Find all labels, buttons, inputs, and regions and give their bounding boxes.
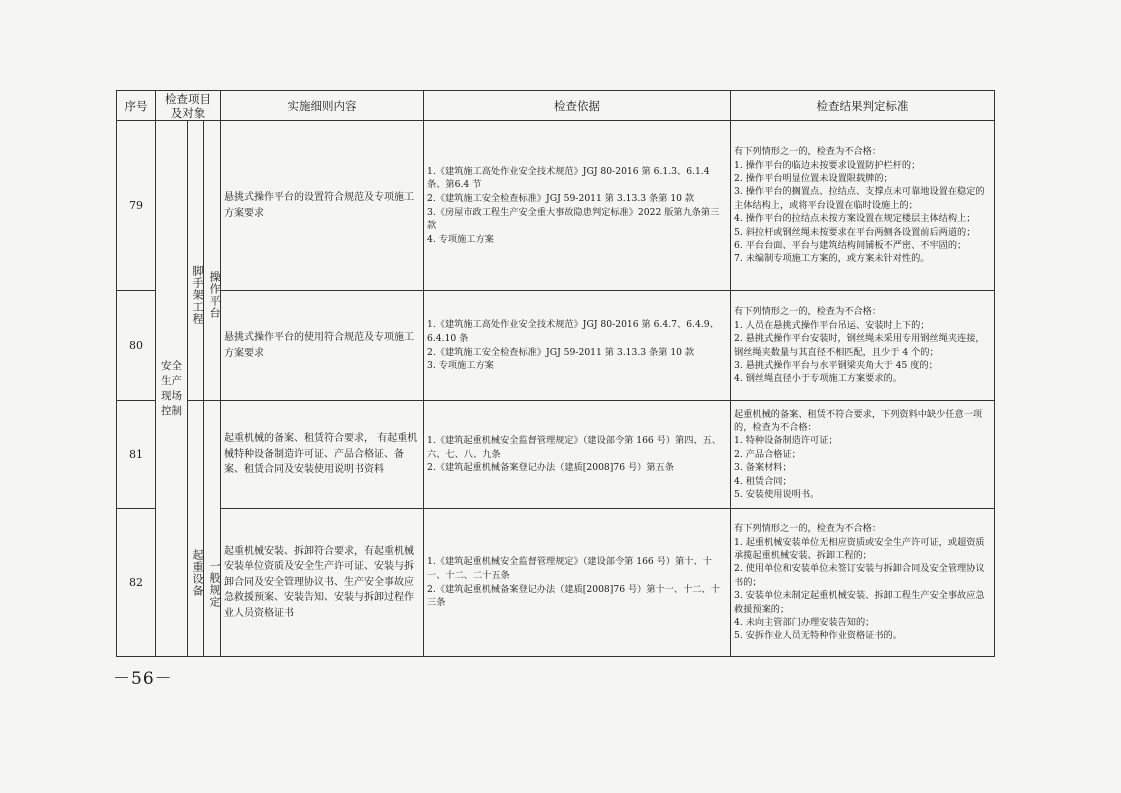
row-number: 80 xyxy=(117,291,156,401)
basis-line: 3. 专项施工方案 xyxy=(427,360,494,372)
standard-line: 4. 操作平台的拉结点未按方案设置在规定楼层主体结构上； xyxy=(734,213,976,225)
standard-cell xyxy=(731,121,995,291)
row-number: 82 xyxy=(117,509,156,657)
standard-line: 4. 未向主管部门办理安装告知的； xyxy=(734,617,875,629)
standard-line: 有下列情形之一的，检查为不合格： xyxy=(734,523,882,535)
row-number: 79 xyxy=(117,121,156,291)
standard-line: 4. 钢丝绳直径小于专项施工方案要求的。 xyxy=(734,373,902,385)
table-row xyxy=(117,401,995,509)
standard-line: 5. 安拆作业人员无特种作业资格证书的。 xyxy=(734,630,902,642)
subcategory-general xyxy=(204,401,221,657)
impl-content: 起重机械的备案、租赁符合要求， 有起重机械特种设备制造许可证、产品合格证、备案、租赁合同及安装使用说明书资料 xyxy=(221,401,424,509)
subcategory-platform: 操作平台 xyxy=(204,121,221,401)
header-seq: 序号 xyxy=(117,91,156,121)
standard-line: 4. 租赁合同； xyxy=(734,475,792,487)
subcategory-general-label: 一般规定 xyxy=(208,559,222,608)
standard-cell xyxy=(731,509,995,657)
basis-cell xyxy=(424,401,731,509)
table-row xyxy=(117,291,995,401)
row-number: 81 xyxy=(117,401,156,509)
standard-line: 5. 安装使用说明书。 xyxy=(734,489,820,501)
standard-line: 3. 备案材料； xyxy=(734,462,792,474)
basis-line: 2.《建筑起重机械备案登记办法（建质[2008]76 号）第十一、十二、十三条 xyxy=(427,583,720,609)
table-row xyxy=(117,509,995,657)
standard-line: 3. 悬挑式操作平台与水平钢梁夹角大于 45 度的； xyxy=(734,359,938,371)
basis-cell xyxy=(424,291,731,401)
basis-line: 1.《建筑起重机械安全监督管理规定》（建设部令第 166 号）第十、十一、十二、二十五条 xyxy=(427,556,712,581)
standard-line: 3. 操作平台的搁置点、拉结点、支撑点未可靠地设置在稳定的主体结构上，或将平台设置在临时设施上的； xyxy=(734,186,985,211)
basis-cell xyxy=(424,509,731,657)
subcategory-scaffold: 脚手架工程 xyxy=(188,121,204,401)
standard-line: 2. 产品合格证； xyxy=(734,448,801,460)
inspection-table xyxy=(116,90,995,657)
header-basis: 检查依据 xyxy=(424,91,731,121)
standard-line: 3. 安装单位未制定起重机械安装、拆卸工程生产安全事故应急救援预案的； xyxy=(734,590,985,615)
page-number: －56－ xyxy=(113,669,173,689)
standard-line: 6. 平台台面、平台与建筑结构间铺板不严密、不牢固的； xyxy=(734,240,967,252)
header-item: 检查项目 及对象 xyxy=(156,91,221,121)
table-header-row xyxy=(117,91,995,121)
standard-line: 1. 人员在悬挑式操作平台吊运、安装时上下的； xyxy=(734,319,930,331)
header-impl: 实施细则内容 xyxy=(221,91,424,121)
impl-content: 起重机械安装、拆卸符合要求，有起重机械安装单位资质及安全生产许可证、安装与拆卸合同及安全管理协议书、生产安全事故应急救援预案、安装告知、安装与拆卸过程作业人员资格证书 xyxy=(221,509,424,657)
impl-content: 悬挑式操作平台的设置符合规范及专项施工方案要求 xyxy=(221,121,424,291)
basis-line: 2.《建筑施工安全检查标准》JGJ 59-2011 第 3.13.3 条第 10 款 xyxy=(427,192,695,204)
subcategory-crane-label: 起重设备 xyxy=(191,548,204,597)
standard-line: 有下列情形之一的，检查为不合格： xyxy=(734,306,882,318)
standard-line: 2. 悬挑式操作平台安装时，钢丝绳未采用专用钢丝绳夹连接，钢丝绳夹数量与其直径不相匹配，且少于 4 个的； xyxy=(734,333,985,358)
basis-cell xyxy=(424,121,731,291)
basis-line: 3.《房屋市政工程生产安全重大事故隐患判定标准》2022 版第九条第三款 xyxy=(427,206,720,232)
standard-line: 5. 斜拉杆或钢丝绳未按要求在平台两侧各设置前后两道的； xyxy=(734,226,976,238)
standard-cell xyxy=(731,291,995,401)
standard-line: 2. 使用单位和安装单位未签订安装与拆卸合同及安全管理协议书的； xyxy=(734,563,985,588)
basis-line: 1.《建筑施工高处作业安全技术规范》JGJ 80-2016 第 6.4.7、6.4.9、6.4.10 条 xyxy=(427,319,719,344)
table-row xyxy=(117,121,995,291)
standard-line: 1. 起重机械安装单位无相应资质或安全生产许可证，或超资质承揽起重机械安装、拆卸工程的； xyxy=(734,536,985,561)
header-standard: 检查结果判定标准 xyxy=(731,91,995,121)
standard-line: 1. 特种设备制造许可证； xyxy=(734,435,838,447)
basis-line: 4. 专项施工方案 xyxy=(427,233,494,245)
basis-line: 2.《建筑起重机械备案登记办法（建质[2008]76 号）第五条 xyxy=(427,462,674,474)
standard-line: 有下列情形之一的，检查为不合格： xyxy=(734,146,882,158)
standard-line: 起重机械的备案、租赁不符合要求，下列资料中缺少任意一项的，检查为不合格： xyxy=(734,408,983,433)
standard-line: 1. 操作平台的临边未按要求设置防护栏杆的； xyxy=(734,159,921,171)
basis-line: 1.《建筑施工高处作业安全技术规范》JGJ 80-2016 第 6.1.3、6.1.4 条、第6.4 节 xyxy=(427,165,710,191)
impl-content: 悬挑式操作平台的使用符合规范及专项施工方案要求 xyxy=(221,291,424,401)
basis-line: 1.《建筑起重机械安全监督管理规定》（建设部令第 166 号）第四、五、六、七、八、九条 xyxy=(427,435,722,460)
subcategory-crane xyxy=(188,401,204,657)
standard-line: 2. 操作平台明显位置未设置限载牌的； xyxy=(734,172,893,184)
basis-line: 2.《建筑施工安全检查标准》JGJ 59-2011 第 3.13.3 条第 10 款 xyxy=(427,346,695,358)
category-cell: 安全 生产 现场 控制 xyxy=(156,121,188,657)
standard-line: 7. 未编制专项施工方案的，或方案未针对性的。 xyxy=(734,253,930,265)
standard-cell xyxy=(731,401,995,509)
